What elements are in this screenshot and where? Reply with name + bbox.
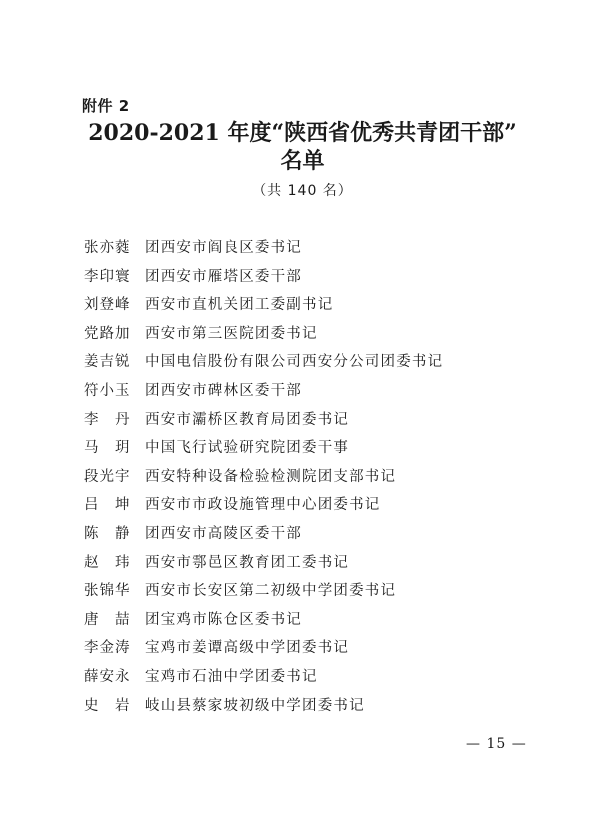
list-item (84, 234, 443, 263)
honoree-position: 团宝鸡市陈仓区委书记 (145, 611, 302, 628)
attachment-label: 附件 2 (82, 97, 130, 115)
list-item (84, 520, 443, 549)
honoree-position: 团西安市高陵区委干部 (145, 525, 302, 542)
honoree-position: 团西安市碑林区委干部 (145, 382, 302, 399)
honoree-position: 西安市市政设施管理中心团委书记 (145, 497, 381, 514)
list-item (84, 406, 443, 435)
honoree-position: 西安特种设备检验检测院团支部书记 (145, 468, 397, 485)
honoree-name: 薛安永 (84, 668, 131, 685)
honoree-position: 中国电信股份有限公司西安分公司团委书记 (145, 354, 444, 371)
page-number: — 15 — (466, 736, 527, 752)
honoree-position: 西安市长安区第二初级中学团委书记 (145, 583, 397, 600)
honoree-position: 宝鸡市石油中学团委书记 (145, 668, 318, 685)
list-item (84, 320, 443, 349)
list-item (84, 634, 443, 663)
document-title-continued: 名单 (280, 148, 325, 174)
honoree-name: 符小玉 (84, 382, 131, 399)
list-item (84, 606, 443, 635)
list-item (84, 434, 443, 463)
list-item (84, 549, 443, 578)
honoree-name: 史 岩 (84, 697, 131, 714)
honoree-position: 西安市第三医院团委书记 (145, 325, 318, 342)
honoree-position: 西安市直机关团工委副书记 (145, 297, 334, 314)
list-item (84, 463, 443, 492)
list-item (84, 348, 443, 377)
honoree-list (84, 234, 443, 720)
honoree-position: 团西安市阎良区委书记 (145, 240, 302, 256)
honoree-name: 张锦华 (84, 583, 131, 600)
honoree-name: 吕 坤 (84, 497, 131, 514)
list-item (84, 663, 443, 692)
honoree-position: 中国飞行试验研究院团委干事 (145, 440, 350, 457)
list-item (84, 692, 443, 721)
honoree-name: 李金涛 (84, 640, 131, 657)
honoree-name: 李印寰 (84, 268, 131, 285)
honoree-position: 宝鸡市姜谭高级中学团委书记 (145, 640, 350, 657)
honoree-name: 段光宇 (84, 468, 131, 485)
list-item (84, 491, 443, 520)
honoree-name: 姜吉锐 (84, 354, 131, 371)
honoree-name: 唐 喆 (84, 611, 131, 628)
total-count: （共 140 名） (252, 183, 353, 199)
list-item (84, 577, 443, 606)
list-item (84, 291, 443, 320)
honoree-position: 西安市鄠邑区教育团工委书记 (145, 554, 350, 571)
honoree-position: 西安市灞桥区教育局团委书记 (145, 411, 350, 428)
honoree-position: 团西安市雁塔区委干部 (145, 268, 302, 285)
honoree-position: 岐山县蔡家坡初级中学团委书记 (145, 697, 365, 714)
honoree-name: 赵 玮 (84, 554, 131, 571)
honoree-name: 张亦蕤 (84, 240, 131, 256)
honoree-name: 马 玥 (84, 440, 131, 457)
list-item (84, 377, 443, 406)
document-title: 2020-2021 年度“陕西省优秀共青团干部” (88, 120, 517, 146)
honoree-name: 李 丹 (84, 411, 131, 428)
honoree-name: 刘登峰 (84, 297, 131, 314)
list-item (84, 263, 443, 292)
honoree-name: 陈 静 (84, 525, 131, 542)
honoree-name: 党路加 (84, 325, 131, 342)
